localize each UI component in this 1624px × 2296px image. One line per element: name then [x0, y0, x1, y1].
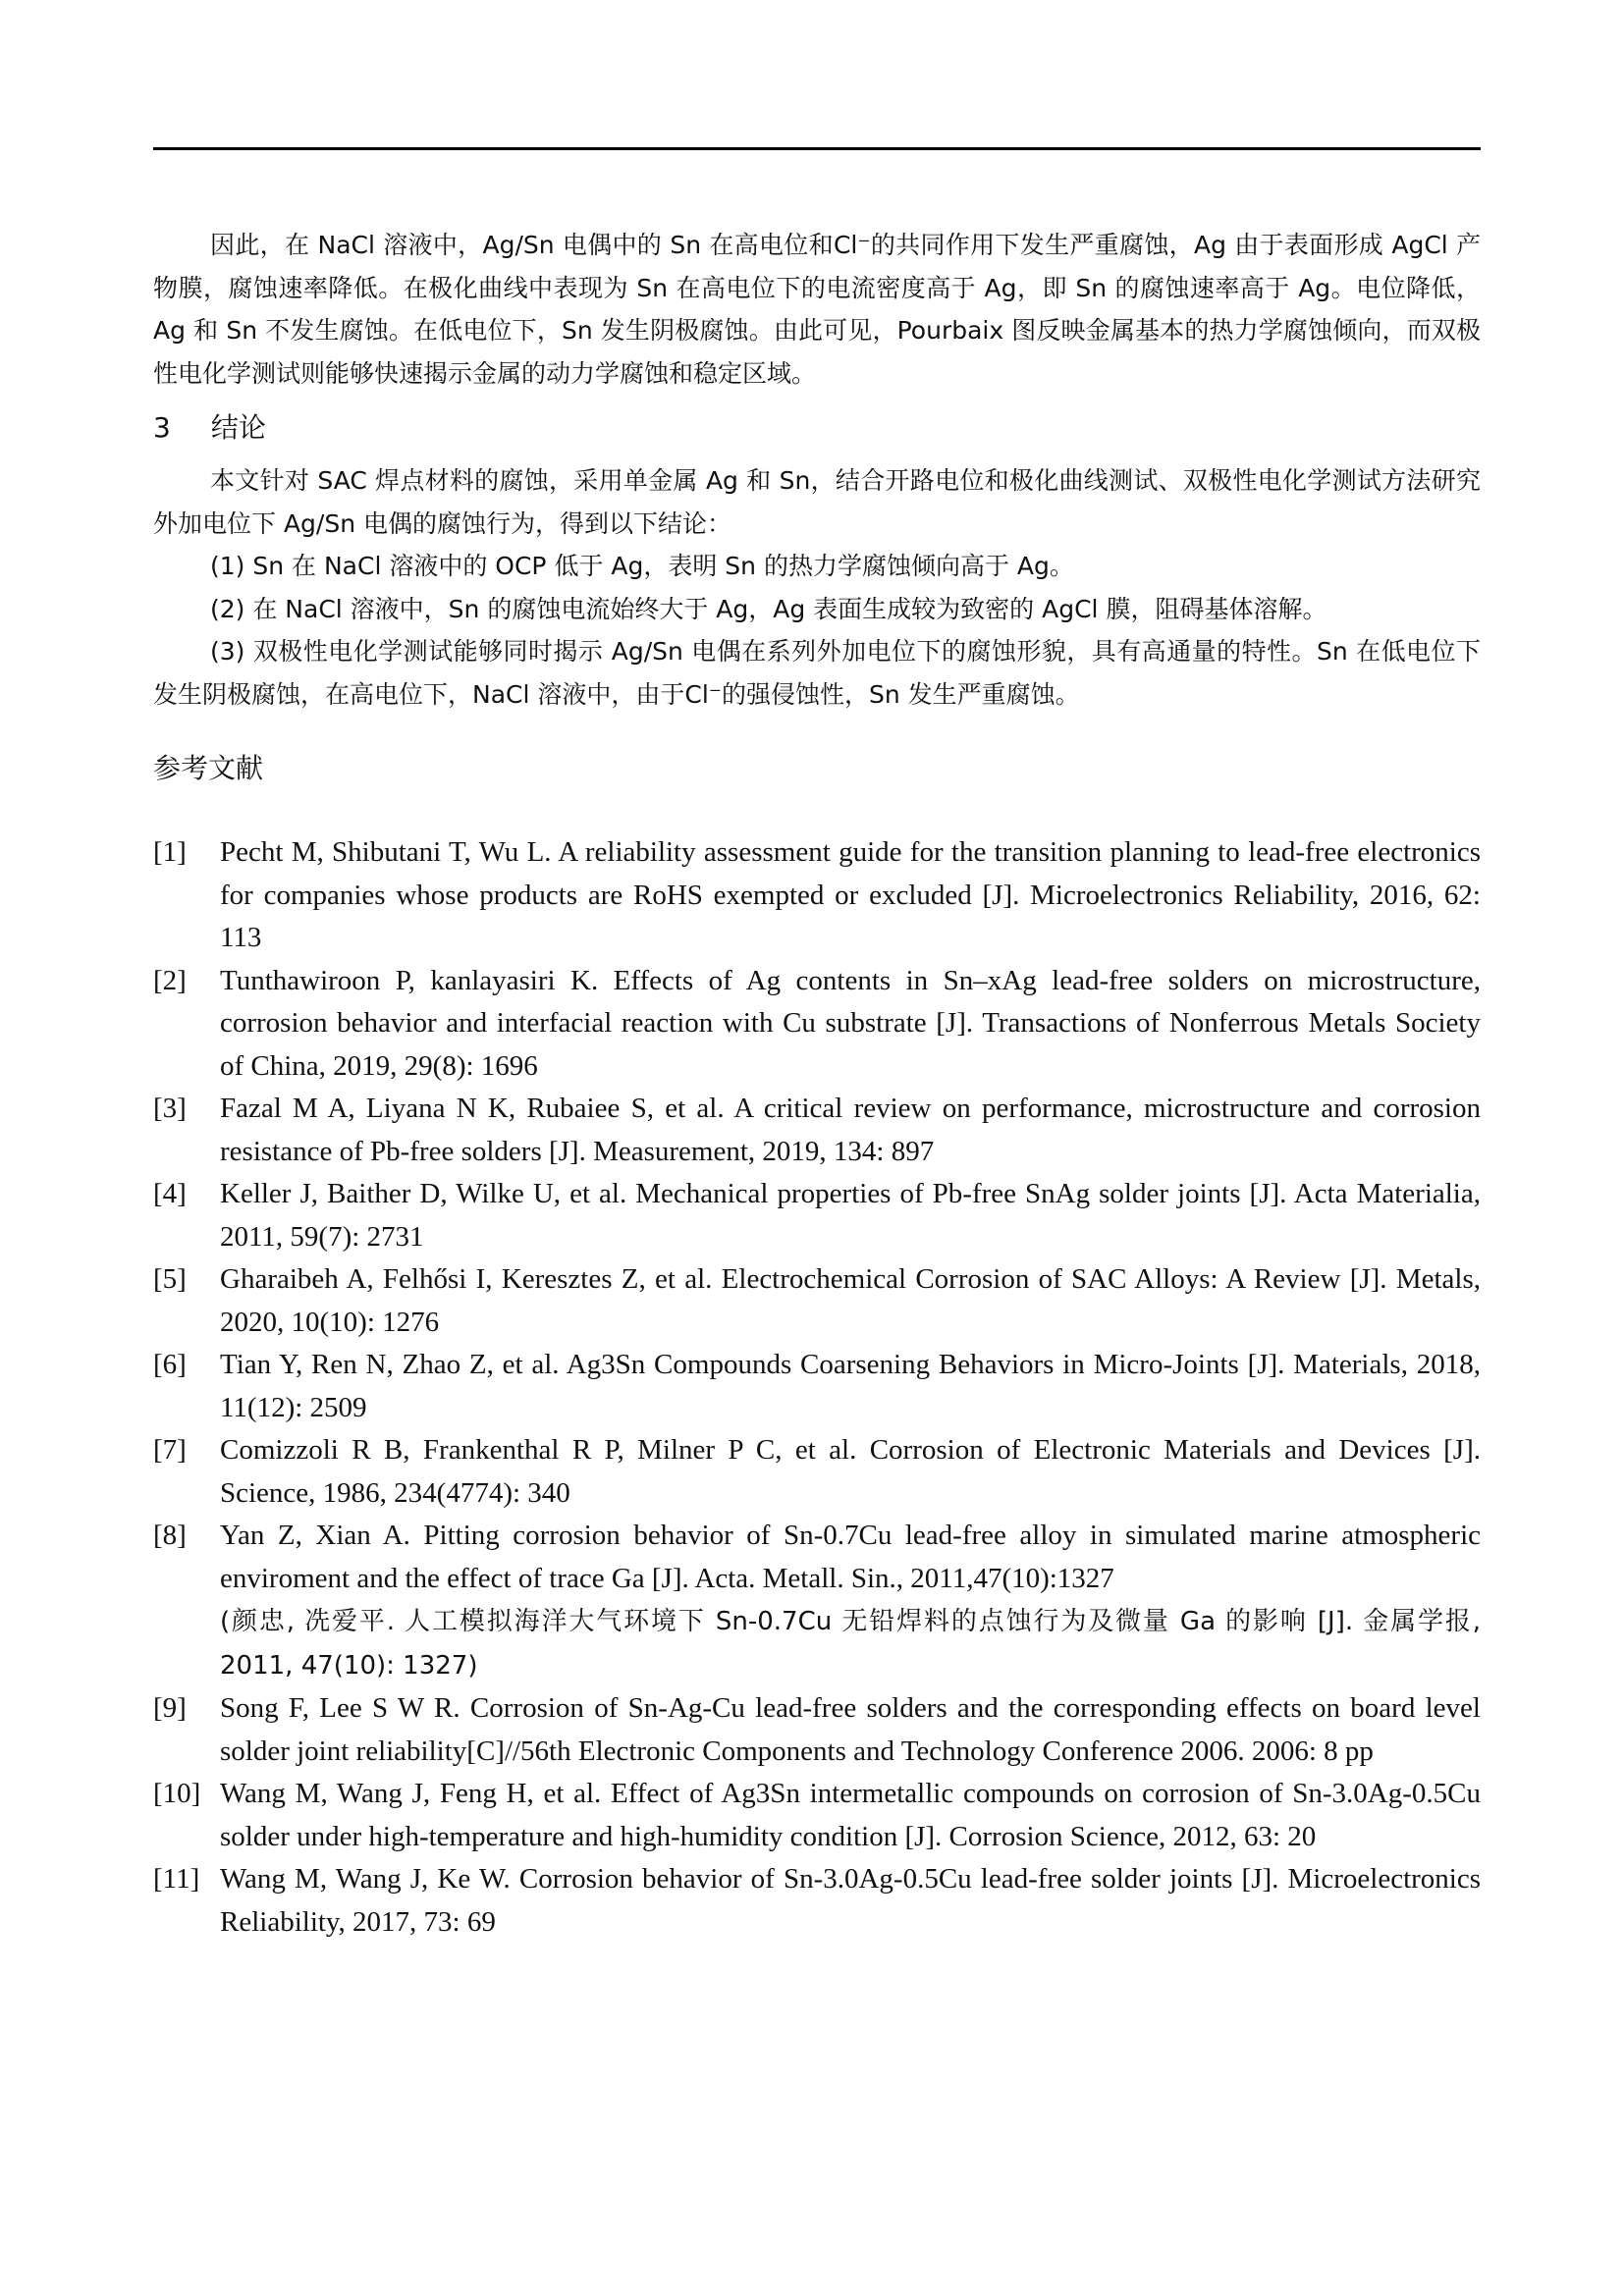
reference-number: [1] [153, 836, 187, 868]
conclusion-item-1: (1) Sn 在 NaCl 溶液中的 OCP 低于 Ag，表明 Sn 的热力学腐蚀倾向高于 Ag。 [210, 552, 1074, 580]
reference-text-chinese: (颜忠, 冼爱平. 人工模拟海洋大气环境下 Sn-0.7Cu 无铅焊料的点蚀行为及微量 Ga 的影响 [J]. 金属学报, 2011, 47(10): 1327) [220, 1607, 1481, 1681]
reference-item [153, 1173, 1481, 1258]
reference-text: Pecht M, Shibutani T, Wu L. A reliability assessment guide for the transition planning to lead-free electronics for companies whose products are RoHS exempted or excluded [J]. Microelectronics Reliability, 2016, 62: 113 [220, 836, 1481, 953]
references-heading: 参考文献 [153, 752, 264, 784]
reference-item [153, 1515, 1481, 1687]
reference-text: Keller J, Baither D, Wilke U, et al. Mechanical properties of Pb-free SnAg solder joints [J]. Acta Materialia, 2011, 59(7): 2731 [220, 1178, 1481, 1253]
reference-number: [10] [153, 1778, 201, 1809]
reference-item [153, 960, 1481, 1089]
reference-item [153, 1429, 1481, 1515]
conclusion-item-3: (3) 双极性电化学测试能够同时揭示 Ag/Sn 电偶在系列外加电位下的腐蚀形貌，具有高通量的特性。Sn 在低电位下发生阴极腐蚀，在高电位下，NaCl 溶液中，由于Cl⁻的强侵蚀性，Sn 发生严重腐蚀。 [153, 637, 1481, 709]
header-rule [153, 147, 1481, 150]
reference-number: [11] [153, 1863, 200, 1895]
conclusion-intro: 本文针对 SAC 焊点材料的腐蚀，采用单金属 Ag 和 Sn，结合开路电位和极化曲线测试、双极性电化学测试方法研究外加电位下 Ag/Sn 电偶的腐蚀行为，得到以下结论： [153, 466, 1481, 538]
reference-item [153, 1258, 1481, 1344]
section-number: 3 [153, 411, 171, 444]
reference-number: [6] [153, 1349, 187, 1380]
reference-number: [5] [153, 1263, 187, 1295]
reference-number: [7] [153, 1434, 187, 1466]
reference-item [153, 1344, 1481, 1429]
reference-text: Fazal M A, Liyana N K, Rubaiee S, et al. A critical review on performance, microstructure and corrosion resistance of Pb-free solders [J]. Measurement, 2019, 134: 897 [220, 1093, 1481, 1167]
reference-text: Tian Y, Ren N, Zhao Z, et al. Ag3Sn Compounds Coarsening Behaviors in Micro-Joints [J]. Materials, 2018, 11(12): 2509 [220, 1349, 1481, 1423]
reference-text: Yan Z, Xian A. Pitting corrosion behavior of Sn-0.7Cu lead-free alloy in simulated marine atmospheric enviroment and the effect of trace Ga [J]. Acta. Metall. Sin., 2011,47(10):1327 [220, 1520, 1481, 1594]
reference-number: [9] [153, 1692, 187, 1724]
reference-item [153, 1088, 1481, 1173]
section-heading-conclusion [153, 408, 1481, 448]
reference-text: Comizzoli R B, Frankenthal R P, Milner P C, et al. Corrosion of Electronic Materials and Devices [J]. Science, 1986, 234(4774): 340 [220, 1434, 1481, 1509]
reference-number: [2] [153, 964, 187, 996]
reference-item [153, 831, 1481, 960]
reference-number: [3] [153, 1093, 187, 1124]
reference-text: Gharaibeh A, Felhősi I, Keresztes Z, et al. Electrochemical Corrosion of SAC Alloys: A Review [J]. Metals, 2020, 10(10): 1276 [220, 1263, 1481, 1338]
article-body [153, 224, 1481, 1944]
reference-item [153, 1858, 1481, 1944]
reference-number: [8] [153, 1520, 187, 1551]
references-list [153, 831, 1481, 1944]
discussion-paragraph: 因此，在 NaCl 溶液中，Ag/Sn 电偶中的 Sn 在高电位和Cl⁻的共同作用下发生严重腐蚀，Ag 由于表面形成 AgCl 产物膜，腐蚀速率降低。在极化曲线中表现为 Sn 在高电位下的电流密度高于 Ag，即 Sn 的腐蚀速率高于 Ag。电位降低，Ag 和 Sn 不发生腐蚀。在低电位下，Sn 发生阴极腐蚀。由此可见，Pourbaix 图反映金属基本的热力学腐蚀倾向，而双极性电化学测试则能够快速揭示金属的动力学腐蚀和稳定区域。 [153, 231, 1481, 388]
section-title: 结论 [210, 411, 266, 444]
reference-number: [4] [153, 1178, 187, 1209]
reference-item [153, 1773, 1481, 1858]
conclusion-item-2: (2) 在 NaCl 溶液中，Sn 的腐蚀电流始终大于 Ag，Ag 表面生成较为致密的 AgCl 膜，阻碍基体溶解。 [210, 594, 1327, 623]
reference-text: Song F, Lee S W R. Corrosion of Sn-Ag-Cu lead-free solders and the corresponding effects on board level solder joint reliability[C]//56th Electronic Components and Technology Conference 2006. 2006: 8 pp [220, 1692, 1481, 1767]
reference-item [153, 1687, 1481, 1773]
reference-text: Tunthawiroon P, kanlayasiri K. Effects of Ag contents in Sn–xAg lead-free solders on microstructure, corrosion behavior and interfacial reaction with Cu substrate [J]. Transactions of Nonferrous Metals Society of China, 2019, 29(8): 1696 [220, 964, 1481, 1082]
reference-text: Wang M, Wang J, Ke W. Corrosion behavior of Sn-3.0Ag-0.5Cu lead-free solder joints [J]. Microelectronics Reliability, 2017, 73: 69 [220, 1863, 1481, 1938]
reference-text: Wang M, Wang J, Feng H, et al. Effect of Ag3Sn intermetallic compounds on corrosion of Sn-3.0Ag-0.5Cu solder under high-temperature and high-humidity condition [J]. Corrosion Science, 2012, 63: 20 [220, 1778, 1481, 1852]
